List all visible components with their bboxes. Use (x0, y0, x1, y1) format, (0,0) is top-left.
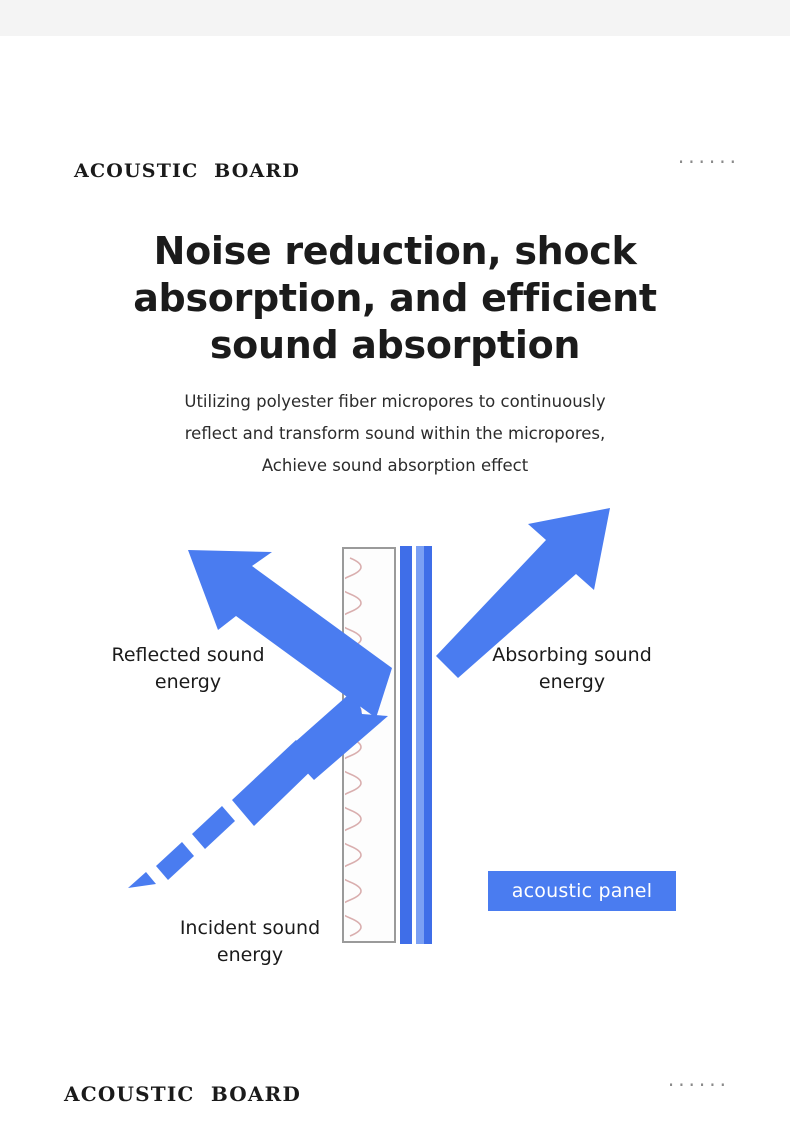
subtitle-line-3: Achieve sound absorption effect (261, 456, 529, 475)
decorative-dots-top: ······ (677, 150, 740, 174)
absorbing-sound-label (462, 642, 682, 696)
incident-label-line-2: energy (216, 944, 284, 966)
acoustic-diagram (0, 488, 790, 1008)
decorative-dots-bottom: ······ (667, 1073, 730, 1097)
headline-line-3: sound absorption (209, 323, 581, 367)
footer-label: ACOUSTIC BOARD (64, 1082, 302, 1106)
eyebrow-label: ACOUSTIC BOARD (74, 160, 301, 182)
headline-line-2: absorption, and efficient (133, 276, 657, 320)
bottom-strip (0, 1112, 790, 1134)
page-title (0, 228, 790, 369)
reflected-label-line-1: Reflected sound (111, 644, 265, 666)
subtitle (0, 386, 790, 482)
top-strip (0, 0, 790, 36)
panel-blue-strip-edge (424, 546, 432, 944)
panel-blue-strip-inner (400, 546, 412, 944)
subtitle-line-1: Utilizing polyester fiber micropores to continuously (184, 392, 606, 411)
acoustic-panel-tag: acoustic panel (488, 871, 676, 911)
reflected-sound-label (78, 642, 298, 696)
panel-blue-strip-outer (416, 546, 424, 944)
reflected-label-line-2: energy (154, 671, 222, 693)
absorbing-label-line-2: energy (538, 671, 606, 693)
subtitle-line-2: reflect and transform sound within the micropores, (184, 424, 606, 443)
absorbing-label-line-1: Absorbing sound (492, 644, 652, 666)
incident-label-line-1: Incident sound (179, 917, 321, 939)
incident-sound-label (140, 915, 360, 969)
headline-line-1: Noise reduction, shock (153, 229, 637, 273)
